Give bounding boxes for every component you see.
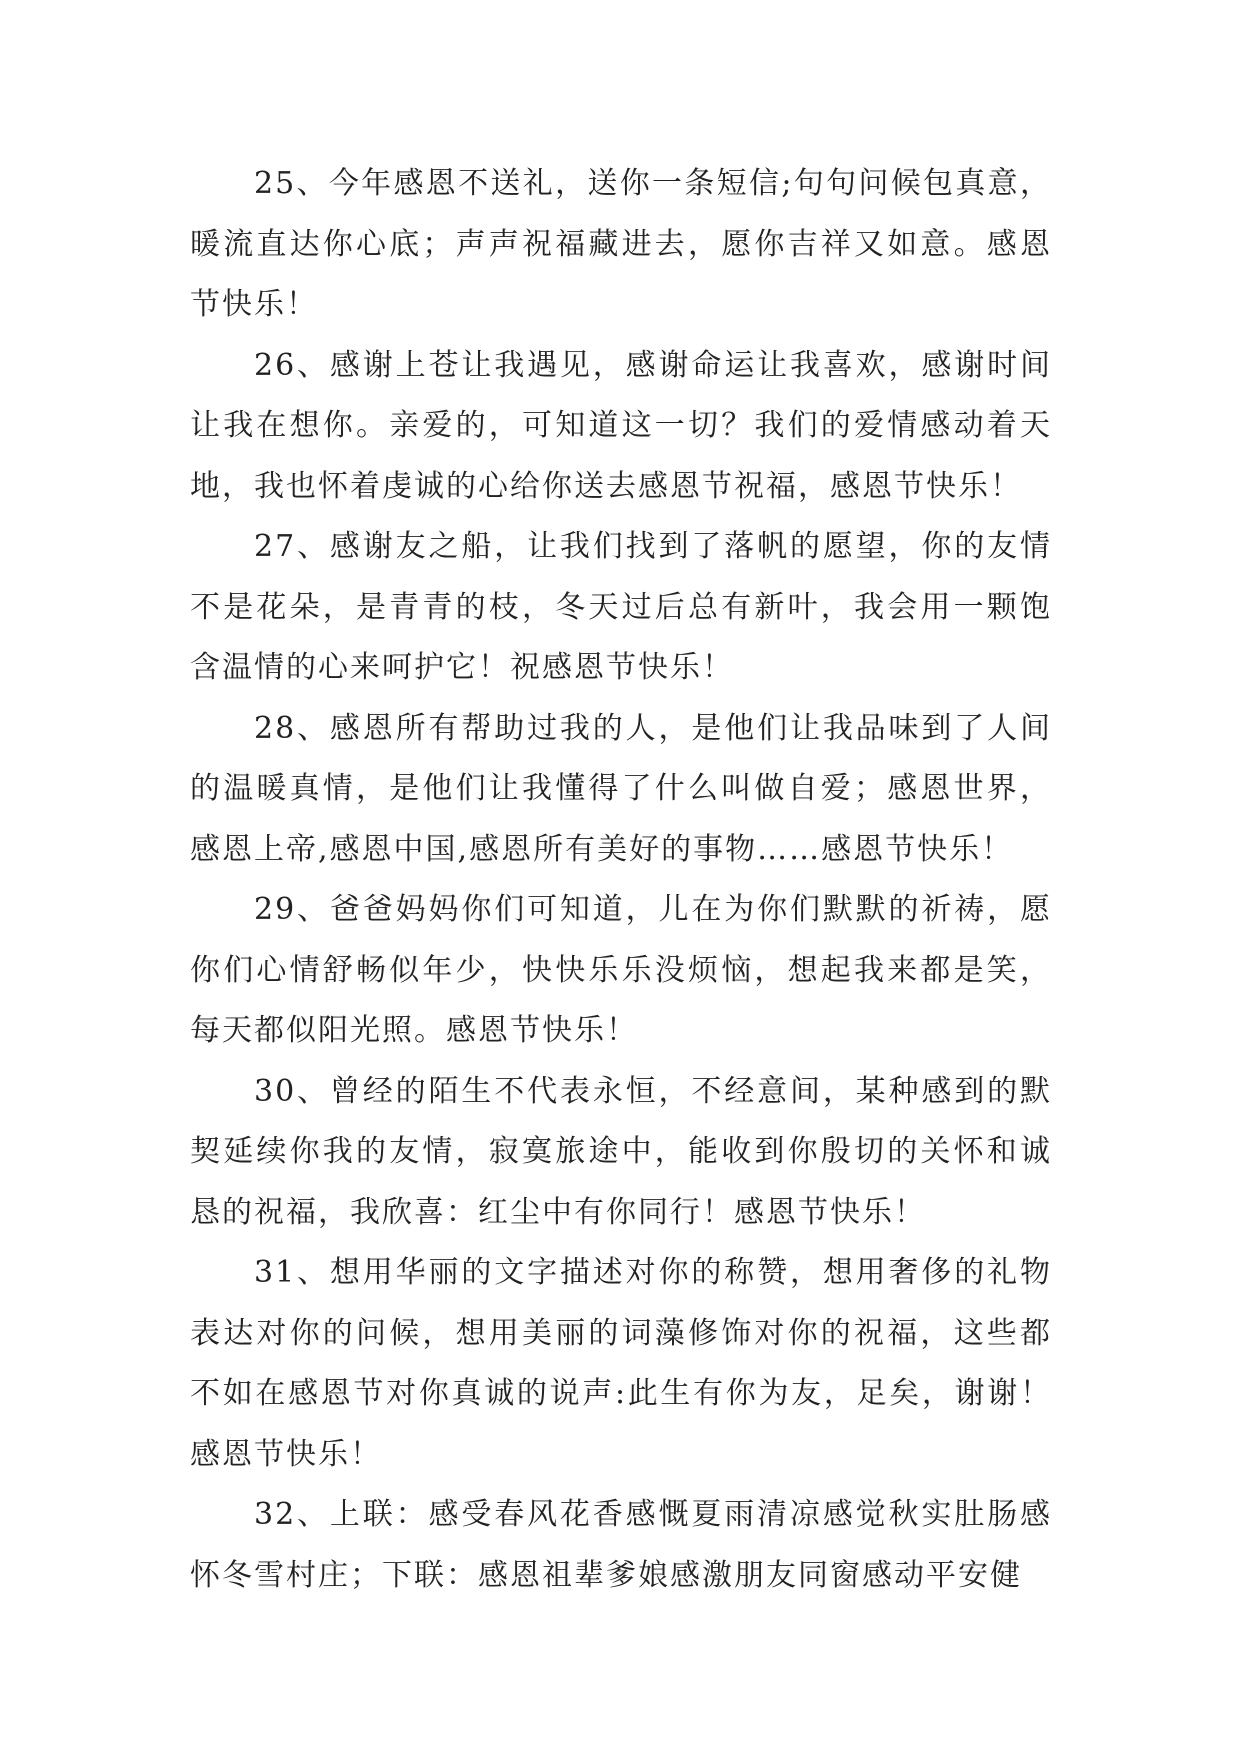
- paragraph-31: 31、想用华丽的文字描述对你的称赞，想用奢侈的礼物表达对你的问候，想用美丽的词藻修饰对你的祝福，这些都不如在感恩节对你真诚的说声:此生有你为友，足矣，谢谢！感恩节快乐！: [190, 1255, 1052, 1472]
- paragraph-29: 29、爸爸妈妈你们可知道，儿在为你们默默的祈祷，愿你们心情舒畅似年少，快快乐乐没烦恼，想起我来都是笑，每天都似阳光照。感恩节快乐！: [190, 892, 1052, 1048]
- paragraph-27: 27、感谢友之船，让我们找到了落帆的愿望，你的友情不是花朵，是青青的枝，冬天过后总有新叶，我会用一颗饱含温情的心来呵护它！祝感恩节快乐！: [190, 529, 1052, 685]
- paragraph-30: 30、曾经的陌生不代表永恒，不经意间，某种感到的默契延续你我的友情，寂寞旅途中，能收到你殷切的关怀和诚恳的祝福，我欣喜：红尘中有你同行！感恩节快乐！: [190, 1073, 1052, 1230]
- paragraph-28: 28、感恩所有帮助过我的人，是他们让我品味到了人间的温暖真情，是他们让我懂得了什么叫做自爱；感恩世界，感恩上帝,感恩中国,感恩所有美好的事物……感恩节快乐！: [190, 710, 1052, 867]
- paragraph-26: 26、感谢上苍让我遇见，感谢命运让我喜欢，感谢时间让我在想你。亲爱的，可知道这一切？我们的爱情感动着天地，我也怀着虔诚的心给你送去感恩节祝福，感恩节快乐！: [190, 347, 1052, 504]
- paragraph-32: 32、上联：感受春风花香感慨夏雨清凉感觉秋实肚肠感怀冬雪村庄；下联：感恩祖辈爹娘感激朋友同窗感动平安健: [190, 1497, 1052, 1593]
- paragraph-25: 25、今年感恩不送礼，送你一条短信;句句问候包真意，暖流直达你心底；声声祝福藏进去，愿你吉祥又如意。感恩节快乐！: [190, 166, 1052, 322]
- document-body: [190, 154, 1052, 1606]
